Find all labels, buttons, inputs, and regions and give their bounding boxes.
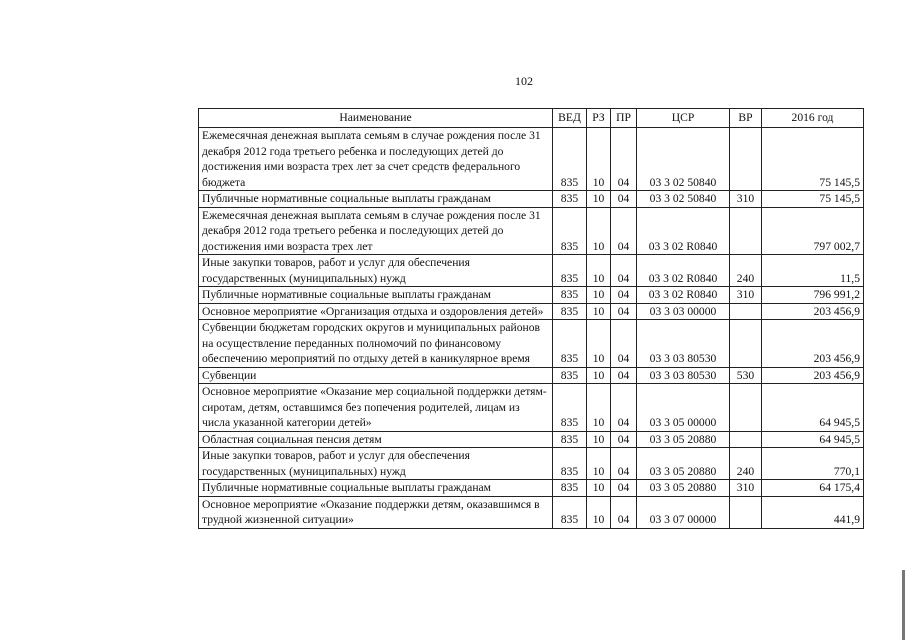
table-row [199, 320, 864, 368]
row-rz: 10 [587, 448, 611, 480]
row-vr: 310 [730, 480, 762, 497]
row-csr: 03 3 02 R0840 [637, 255, 730, 287]
row-rz: 10 [587, 320, 611, 368]
row-name: Публичные нормативные социальные выплаты гражданам [199, 480, 553, 497]
row-pr: 04 [611, 384, 637, 432]
row-name: Основное мероприятие «Оказание мер социальной поддержки детям-сиротам, детям, оставшимся без попечения родителей, лицам из числа указанной категории детей» [199, 384, 553, 432]
row-rz: 10 [587, 303, 611, 320]
row-amount: 75 145,5 [762, 128, 864, 191]
row-ved: 835 [553, 431, 587, 448]
row-ved: 835 [553, 207, 587, 255]
row-csr: 03 3 05 20880 [637, 448, 730, 480]
table-row [199, 384, 864, 432]
table-row [199, 431, 864, 448]
row-csr: 03 3 02 R0840 [637, 287, 730, 304]
row-pr: 04 [611, 320, 637, 368]
row-amount: 64 175,4 [762, 480, 864, 497]
row-name: Ежемесячная денежная выплата семьям в случае рождения после 31 декабря 2012 года третьего ребенка и последующих детей до достижения ими возраста трех лет за счет средств федерального бюджета [199, 128, 553, 191]
row-name: Иные закупки товаров, работ и услуг для обеспечения государственных (муниципальных) нужд [199, 448, 553, 480]
row-rz: 10 [587, 431, 611, 448]
row-name: Публичные нормативные социальные выплаты гражданам [199, 191, 553, 208]
table-row [199, 448, 864, 480]
table-row [199, 255, 864, 287]
row-pr: 04 [611, 448, 637, 480]
row-amount: 203 456,9 [762, 320, 864, 368]
row-ved: 835 [553, 128, 587, 191]
header-rz: РЗ [587, 109, 611, 128]
table-row [199, 480, 864, 497]
row-csr: 03 3 02 50840 [637, 128, 730, 191]
row-pr: 04 [611, 207, 637, 255]
row-rz: 10 [587, 191, 611, 208]
row-vr [730, 320, 762, 368]
row-ved: 835 [553, 287, 587, 304]
header-name: Наименование [199, 109, 553, 128]
table-row [199, 128, 864, 191]
row-vr: 310 [730, 191, 762, 208]
row-pr: 04 [611, 191, 637, 208]
header-year: 2016 год [762, 109, 864, 128]
row-pr: 04 [611, 303, 637, 320]
row-csr: 03 3 02 R0840 [637, 207, 730, 255]
row-csr: 03 3 03 80530 [637, 367, 730, 384]
row-rz: 10 [587, 367, 611, 384]
row-vr: 240 [730, 448, 762, 480]
row-ved: 835 [553, 496, 587, 528]
row-vr [730, 303, 762, 320]
row-name: Субвенции [199, 367, 553, 384]
row-pr: 04 [611, 128, 637, 191]
table-row [199, 207, 864, 255]
row-rz: 10 [587, 496, 611, 528]
row-csr: 03 3 05 20880 [637, 431, 730, 448]
table-row [199, 287, 864, 304]
table-row [199, 367, 864, 384]
row-amount: 797 002,7 [762, 207, 864, 255]
row-ved: 835 [553, 303, 587, 320]
row-pr: 04 [611, 431, 637, 448]
row-name: Областная социальная пенсия детям [199, 431, 553, 448]
table-row [199, 191, 864, 208]
row-ved: 835 [553, 384, 587, 432]
header-vr: ВР [730, 109, 762, 128]
row-csr: 03 3 02 50840 [637, 191, 730, 208]
header-csr: ЦСР [637, 109, 730, 128]
page-number: 102 [515, 74, 533, 88]
row-ved: 835 [553, 480, 587, 497]
table-row [199, 303, 864, 320]
row-amount: 64 945,5 [762, 384, 864, 432]
row-vr: 530 [730, 367, 762, 384]
row-name: Ежемесячная денежная выплата семьям в случае рождения после 31 декабря 2012 года третьего ребенка и последующих детей до достижения ими возраста трех лет [199, 207, 553, 255]
row-vr: 240 [730, 255, 762, 287]
row-rz: 10 [587, 255, 611, 287]
row-csr: 03 3 07 00000 [637, 496, 730, 528]
row-amount: 796 991,2 [762, 287, 864, 304]
row-rz: 10 [587, 287, 611, 304]
budget-table [198, 108, 864, 529]
row-rz: 10 [587, 207, 611, 255]
row-name: Основное мероприятие «Организация отдыха и оздоровления детей» [199, 303, 553, 320]
row-vr [730, 431, 762, 448]
row-amount: 11,5 [762, 255, 864, 287]
header-pr: ПР [611, 109, 637, 128]
row-name: Основное мероприятие «Оказание поддержки детям, оказавшимся в трудной жизненной ситуации» [199, 496, 553, 528]
row-pr: 04 [611, 496, 637, 528]
row-vr [730, 128, 762, 191]
row-name: Субвенции бюджетам городских округов и муниципальных районов на осуществление переданных полномочий по финансовому обеспечению мероприятий по отдыху детей в каникулярное время [199, 320, 553, 368]
row-ved: 835 [553, 255, 587, 287]
row-pr: 04 [611, 367, 637, 384]
row-pr: 04 [611, 480, 637, 497]
row-ved: 835 [553, 367, 587, 384]
row-amount: 64 945,5 [762, 431, 864, 448]
header-ved: ВЕД [553, 109, 587, 128]
row-csr: 03 3 03 00000 [637, 303, 730, 320]
row-pr: 04 [611, 255, 637, 287]
row-ved: 835 [553, 448, 587, 480]
row-ved: 835 [553, 191, 587, 208]
row-name: Публичные нормативные социальные выплаты гражданам [199, 287, 553, 304]
row-name: Иные закупки товаров, работ и услуг для обеспечения государственных (муниципальных) нужд [199, 255, 553, 287]
row-rz: 10 [587, 384, 611, 432]
row-vr [730, 496, 762, 528]
row-vr: 310 [730, 287, 762, 304]
row-vr [730, 384, 762, 432]
table-header-row [199, 109, 864, 128]
row-amount: 75 145,5 [762, 191, 864, 208]
row-csr: 03 3 05 20880 [637, 480, 730, 497]
row-rz: 10 [587, 128, 611, 191]
row-amount: 203 456,9 [762, 367, 864, 384]
row-ved: 835 [553, 320, 587, 368]
row-amount: 770,1 [762, 448, 864, 480]
row-csr: 03 3 05 00000 [637, 384, 730, 432]
row-vr [730, 207, 762, 255]
row-csr: 03 3 03 80530 [637, 320, 730, 368]
table-row [199, 496, 864, 528]
row-amount: 203 456,9 [762, 303, 864, 320]
row-amount: 441,9 [762, 496, 864, 528]
row-rz: 10 [587, 480, 611, 497]
row-pr: 04 [611, 287, 637, 304]
